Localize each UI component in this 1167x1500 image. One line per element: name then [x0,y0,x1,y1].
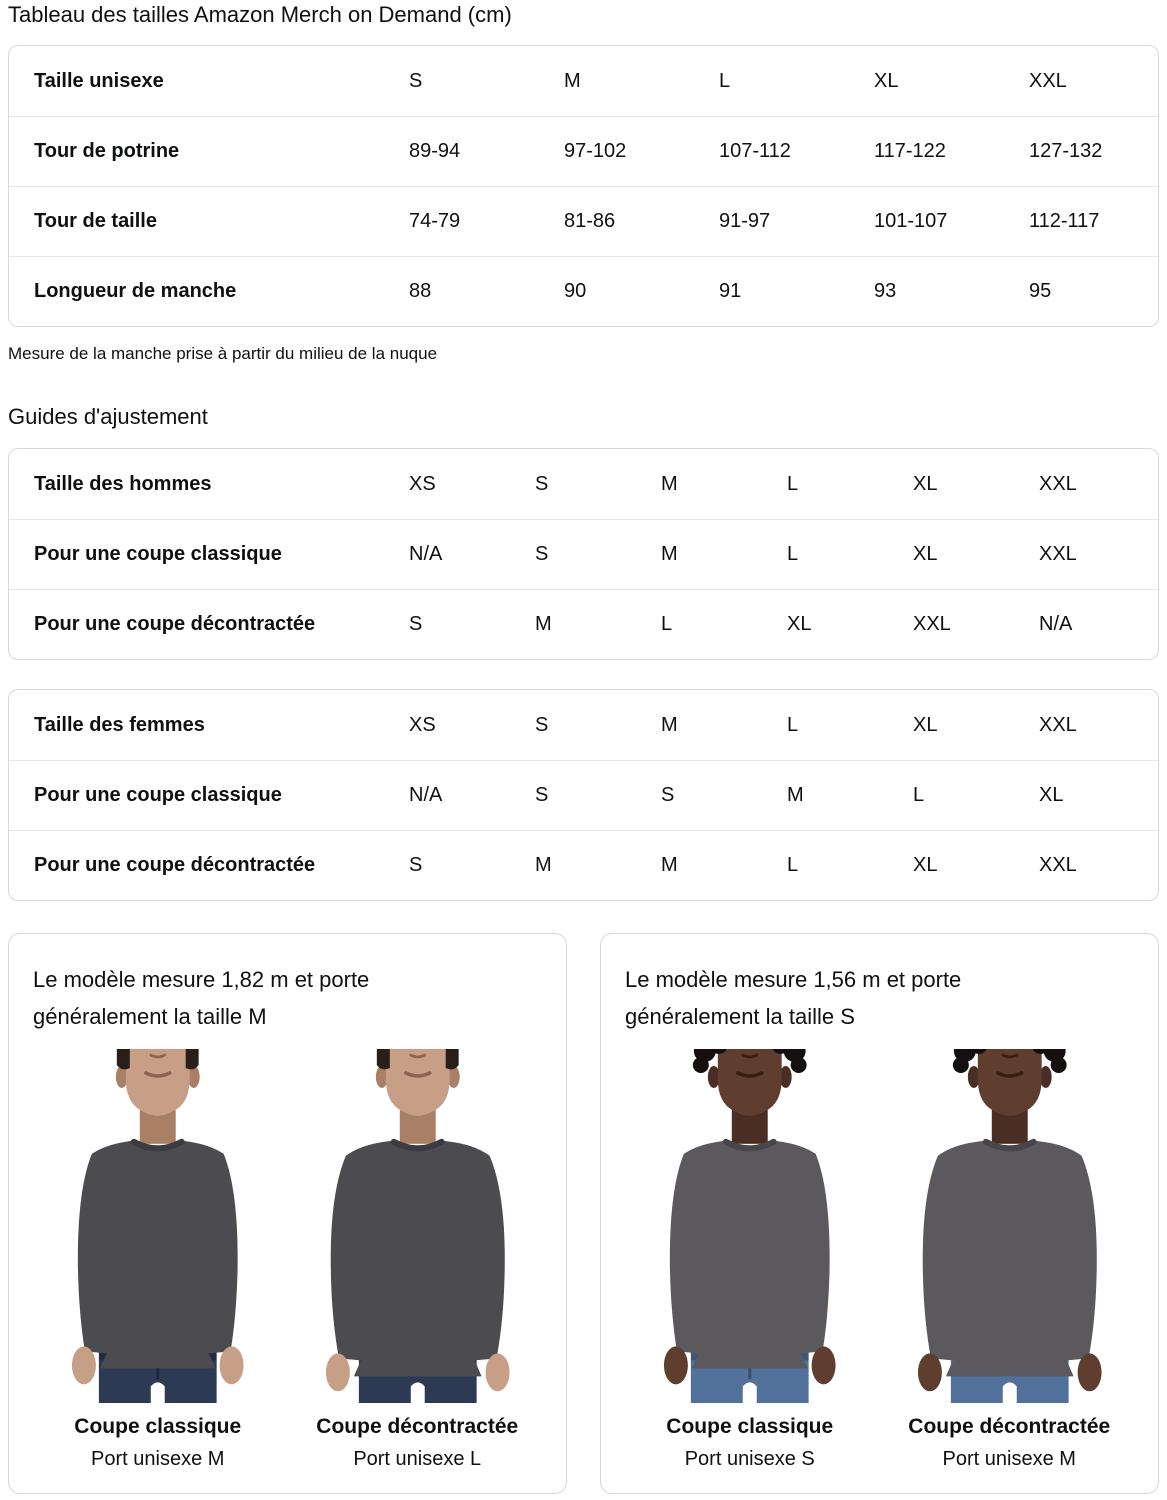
worn-size-label: Port unisexe M [91,1448,225,1471]
size-cell: M [661,543,678,565]
unisex-size-table [8,45,1159,327]
model-photo-women-relaxed [885,1049,1135,1403]
table-row [9,256,1158,326]
size-cell: 91 [719,280,742,302]
size-cell: XXL [1039,472,1077,495]
size-cell: 97-102 [564,140,627,162]
size-cell: 117-122 [874,140,946,162]
size-cell: 74-79 [409,210,461,232]
row-label: Taille des femmes [34,713,205,736]
size-cell: 127-132 [1029,140,1103,162]
size-cell: XL [913,472,938,495]
row-label: Pour une coupe classique [34,784,282,806]
size-cell: XXL [1039,713,1077,736]
size-cell: L [787,713,799,736]
size-cell: XL [787,613,812,635]
size-cell: M [564,69,581,92]
size-cell: 112-117 [1029,210,1100,232]
row-label: Tour de taille [34,210,157,232]
size-cell: S [535,472,549,495]
fit-label: Coupe classique [74,1415,242,1439]
size-cell: 89-94 [409,140,461,162]
worn-size-label: Port unisexe M [942,1448,1076,1471]
fit-label: Coupe classique [666,1415,834,1439]
fit-label: Coupe décontractée [316,1415,519,1439]
size-cell: XXL [913,613,951,635]
model-figure-classic [33,1049,283,1471]
size-cell: XXL [1039,854,1077,876]
size-cell: XS [409,472,436,495]
model-figure-classic [625,1049,875,1471]
size-cell: 90 [564,280,587,302]
table-row [9,690,1158,760]
size-cell: N/A [409,543,443,565]
size-cell: 107-112 [719,140,791,162]
size-cell: N/A [1039,613,1073,635]
size-cell: S [535,543,549,565]
row-label: Tour de potrine [34,140,180,162]
size-cell: XL [913,713,938,736]
figure-caption [33,1415,283,1471]
table-row [9,449,1158,519]
size-cell: S [535,784,549,806]
row-label: Pour une coupe décontractée [34,854,316,876]
model-figures [625,1049,1134,1471]
page-title: Tableau des tailles Amazon Merch on Demand (cm) [8,2,512,27]
size-cell: L [661,613,673,635]
row-label: Pour une coupe décontractée [34,613,316,635]
size-cell: M [661,713,678,736]
size-cell: XS [409,713,436,736]
size-cell: L [787,543,799,565]
model-photo-men-classic [33,1049,283,1403]
model-card-heading: Le modèle mesure 1,56 m et porte généralement la taille S [625,967,962,1029]
size-cell: L [787,472,799,495]
table-row [9,186,1158,256]
sleeve-measure-note: Mesure de la manche prise à partir du milieu de la nuque [8,344,438,363]
size-cell: XXL [1029,69,1067,92]
size-cell: M [787,784,804,806]
table-row [9,830,1158,900]
size-cell: S [535,713,549,736]
fit-guides-heading: Guides d'ajustement [8,404,208,429]
model-figures [33,1049,542,1471]
size-cell: XXL [1039,543,1077,565]
model-figure-relaxed [885,1049,1135,1471]
row-label: Taille des hommes [34,472,212,495]
fit-label: Coupe décontractée [908,1415,1111,1439]
size-cell: S [661,784,675,806]
size-cell: XL [1039,784,1064,806]
row-label: Pour une coupe classique [34,543,282,565]
figure-caption [625,1415,875,1471]
row-label: Taille unisexe [34,69,164,92]
size-cell: XL [874,69,899,92]
size-cell: M [661,472,678,495]
model-card-heading: Le modèle mesure 1,82 m et porte généralement la taille M [33,967,370,1029]
size-cell: 81-86 [564,210,616,232]
size-cell: S [409,854,423,876]
worn-size-label: Port unisexe L [353,1448,482,1471]
size-cell: N/A [409,784,443,806]
worn-size-label: Port unisexe S [684,1448,815,1471]
model-card-men [8,933,567,1494]
figure-caption [293,1415,543,1471]
table-row [9,519,1158,589]
model-cards [8,933,1159,1494]
size-cell: L [719,69,731,92]
size-cell: S [409,69,423,92]
size-cell: M [535,854,552,876]
size-cell: M [661,854,678,876]
size-cell: 91-97 [719,210,771,232]
figure-caption [885,1415,1135,1471]
model-card-women [600,933,1159,1494]
size-cell: L [913,784,925,806]
size-cell: S [409,613,423,635]
size-cell: M [535,613,552,635]
size-cell: L [787,854,799,876]
model-photo-women-classic [625,1049,875,1403]
women-fit-table [8,689,1159,901]
table-row [9,760,1158,830]
model-figure-relaxed [293,1049,543,1471]
model-photo-men-relaxed [293,1049,543,1403]
size-cell: XL [913,543,938,565]
row-label: Longueur de manche [34,280,237,302]
table-row [9,116,1158,186]
size-cell: 101-107 [874,210,948,232]
table-row [9,589,1158,659]
size-cell: 95 [1029,280,1052,302]
men-fit-table [8,448,1159,660]
size-cell: 88 [409,280,432,302]
size-cell: XL [913,854,938,876]
table-row [9,46,1158,116]
size-cell: 93 [874,280,897,302]
